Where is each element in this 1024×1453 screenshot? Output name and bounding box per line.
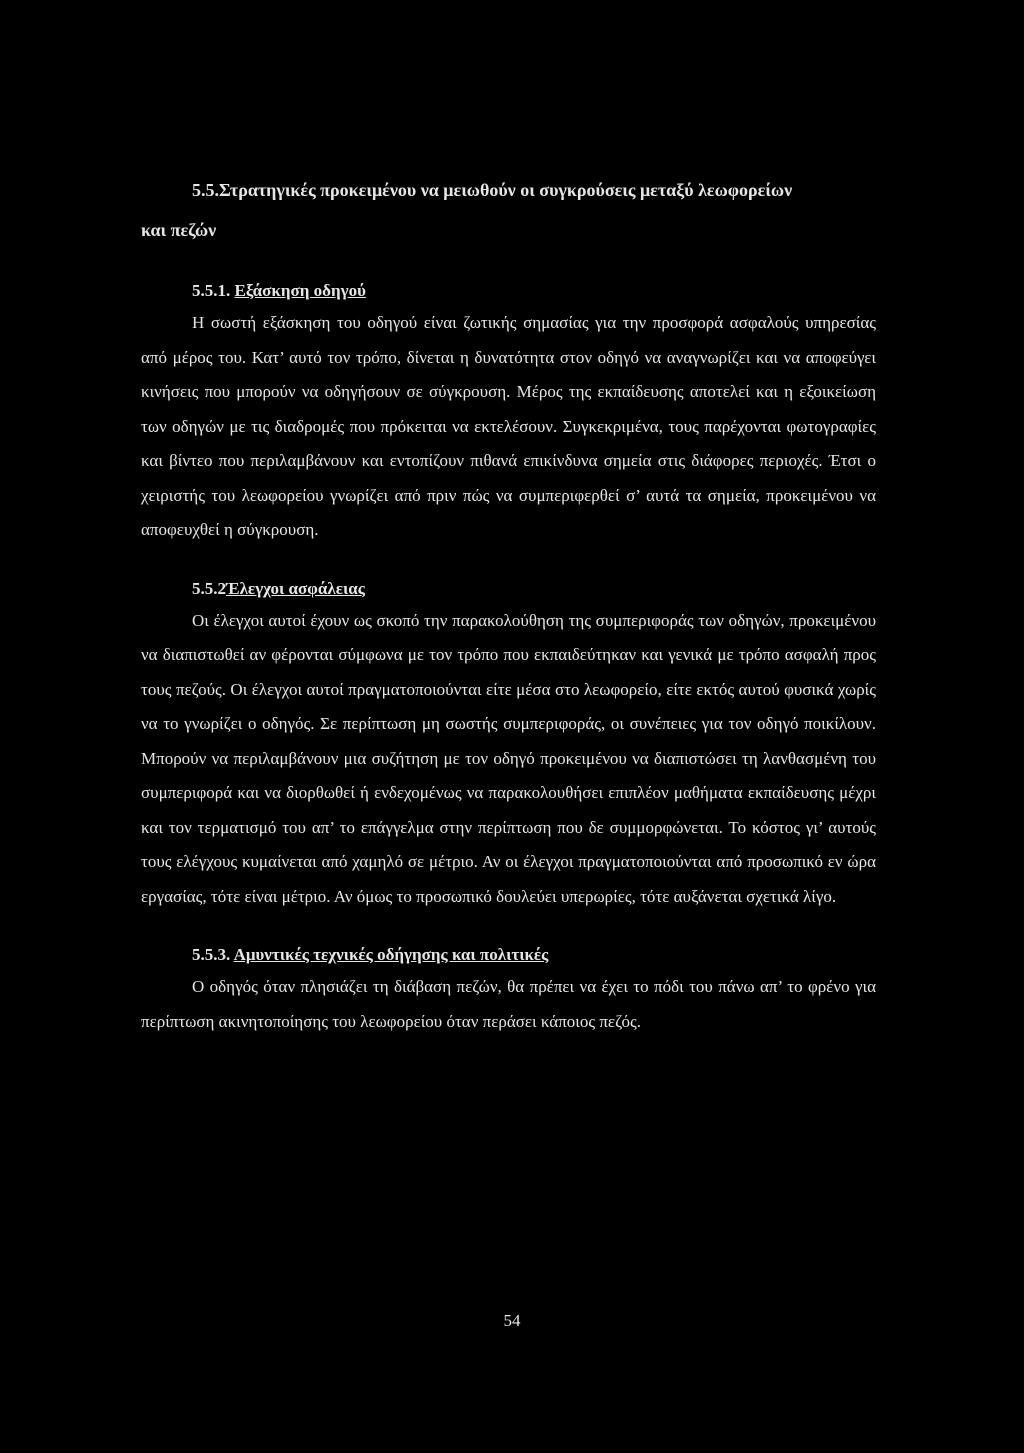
section-heading-5-5-1 xyxy=(141,276,876,306)
section-body-5-5-2: Οι έλεγχοι αυτοί έχουν ως σκοπό την παρακολούθηση της συμπεριφοράς των οδηγών, προκειμένου να διαπιστωθεί αν φέρονται σύμφωνα με τον τρόπο που εκπαιδεύτηκαν και γενικά με τρόπο ασφαλή προς τους πεζούς. Οι έλεγχοι αυτοί πραγματοποιούνται είτε μέσα στο λεωφορείο, είτε εκτός αυτού φυσικά χωρίς να το γνωρίζει ο οδηγός. Σε περίπτωση μη σωστής συμπεριφοράς, οι συνέπειες για τον οδηγό ποικίλουν. Μπορούν να περιλαμβάνουν μια συζήτηση με τον οδηγό προκειμένου να διαπιστώσει τη λανθασμένη του συμπεριφορά και να διορθωθεί ή ενδεχομένως να παρακολουθήσει επιπλέον μαθήματα εκπαίδευσης μέχρι και τον τερματισμό του απ’ το επάγγελμα στην περίπτωση που δε συμμορφώνεται. Το κόστος γι’ αυτούς τους ελέγχους κυμαίνεται από χαμηλό σε μέτριο. Αν οι έλεγχοι πραγματοποιούνται από προσωπικό εν ώρα εργασίας, τότε είναι μέτριο. Αν όμως το προσωπικό δουλεύει υπερωρίες, τότε αυξάνεται σχετικά λίγο. xyxy=(141,610,876,906)
section-number: 5.5.3. xyxy=(192,945,231,964)
chapter-heading xyxy=(141,170,876,250)
section-title: Εξάσκηση οδηγού xyxy=(234,281,366,300)
section-heading-5-5-2 xyxy=(141,574,876,604)
section-heading-5-5-3 xyxy=(141,940,876,970)
section-number: 5.5.1. xyxy=(192,281,231,300)
chapter-heading-line2: και πεζών xyxy=(141,220,217,240)
chapter-heading-line1: 5.5.Στρατηγικές προκειμένου να μειωθούν οι συγκρούσεις μεταξύ λεωφορείων xyxy=(192,180,793,200)
section-number: 5.5.2 xyxy=(192,578,226,598)
page-number: 54 xyxy=(503,1311,521,1330)
document-page xyxy=(141,170,876,1039)
section-title: Έλεγχοι ασφάλειας xyxy=(226,578,365,598)
section-body-5-5-1: Η σωστή εξάσκηση του οδηγού είναι ζωτικής σημασίας για την προσφορά ασφαλούς υπηρεσίας από μέρος του. Κατ’ αυτό τον τρόπο, δίνεται η δυνατότητα στον οδηγό να αναγνωρίζει και να αποφεύγει κινήσεις που μπορούν να οδηγήσουν σε σύγκρουση. Μέρος της εκπαίδευσης αποτελεί και η εξοικείωση των οδηγών με τις διαδρομές που πρόκειται να εκτελέσουν. Συγκεκριμένα, τους παρέχονται φωτογραφίες και βίντεο που περιλαμβάνουν και εντοπίζουν πιθανά επικίνδυνα σημεία στις διάφορες περιοχές. Έτσι ο χειριστής του λεωφορείου γνωρίζει από πριν πώς να συμπεριφερθεί σ’ αυτά τα σημεία, προκειμένου να αποφευχθεί η σύγκρουση. xyxy=(141,313,876,539)
section-body-5-5-3: Ο οδηγός όταν πλησιάζει τη διάβαση πεζών, θα πρέπει να έχει το πόδι του πάνω απ’ το φρένο για περίπτωση ακινητοποίησης του λεωφορείου όταν περάσει κάποιος πεζός. xyxy=(141,977,876,1031)
section-title: Αμυντικές τεχνικές οδήγησης και πολιτικές xyxy=(233,945,549,964)
